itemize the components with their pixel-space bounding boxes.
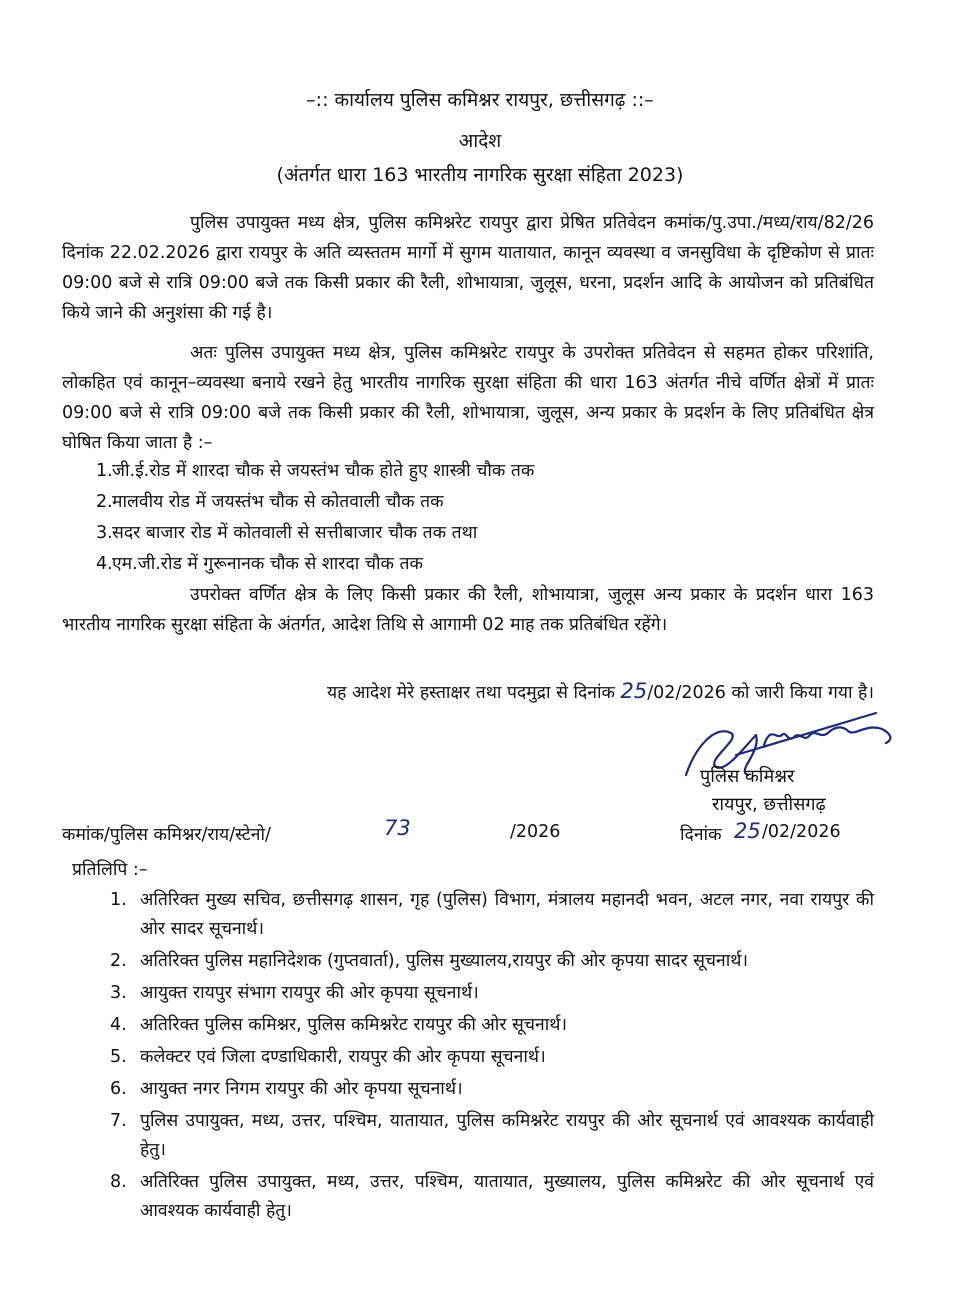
list-item-number: 1. — [110, 890, 127, 910]
list-item-text: मालवीय रोड में जयस्तंभ चौक से कोतवाली चौक तक — [112, 492, 444, 512]
reference-date-rest: /02/2026 — [762, 822, 841, 842]
list-item-number: 3. — [96, 523, 113, 543]
list-item-text: आयुक्त नगर निगम रायपुर की ओर कृपया सूचनार्थ। — [140, 1079, 463, 1099]
issue-date-handwritten-day: 25 — [620, 679, 648, 703]
reference-date-label: दिनांक — [680, 825, 722, 845]
list-item — [62, 518, 874, 549]
list-item-text: अतिरिक्त मुख्य सचिव, छत्तीसगढ़ शासन, गृह (पुलिस) विभाग, मंत्रालय महानदी भवन, अटल नगर, नवा रायपुर की ओर सादर सूचनार्थ। — [140, 890, 874, 939]
list-item-number: 8. — [110, 1172, 127, 1192]
issue-date-text-after: /02/2026 को जारी किया गया है। — [647, 683, 874, 703]
list-item-text: कलेक्टर एवं जिला दण्डाधिकारी, रायपुर की ओर कृपया सूचनार्थ। — [140, 1047, 546, 1067]
list-item — [72, 979, 874, 1008]
list-item — [72, 1107, 874, 1165]
list-item-number: 2. — [110, 951, 127, 971]
list-item-number: 4. — [110, 1015, 127, 1035]
list-item-text: अतिरिक्त पुलिस उपायुक्त, मध्य, उत्तर, पश्चिम, यातायात, मुख्यालय, पुलिस कमिश्नरेट की ओर सूचनार्थ एवं आवश्यक कार्यवाही हेतु। — [140, 1172, 874, 1221]
list-item — [72, 1168, 874, 1226]
order-title: आदेश — [458, 130, 502, 152]
office-heading: –:: कार्यालय पुलिस कमिश्नर रायपुर, छत्तीसगढ़ ::– — [306, 89, 654, 111]
list-item-number: 6. — [110, 1079, 127, 1099]
list-item-number: 3. — [110, 983, 127, 1003]
list-item — [72, 1011, 874, 1040]
list-item-text: जी.ई.रोड में शारदा चौक से जयस्तंभ चौक होते हुए शास्त्री चौक तक — [112, 461, 535, 481]
restricted-areas-list — [62, 456, 874, 580]
list-item-text: पुलिस उपायुक्त, मध्य, उत्तर, पश्चिम, यातायात, पुलिस कमिश्नरेट रायपुर की ओर सूचनार्थ एवं आवश्यक कार्यवाही हेतु। — [140, 1111, 874, 1160]
list-item-text: अतिरिक्त पुलिस कमिश्नर, पुलिस कमिश्नरेट रायपुर की ओर सूचनार्थ। — [140, 1015, 568, 1035]
list-item — [72, 1043, 874, 1072]
list-item-number: 5. — [110, 1047, 127, 1067]
list-item-number: 1. — [96, 461, 113, 481]
reference-year: /2026 — [510, 822, 561, 842]
list-item — [62, 456, 874, 487]
copy-to-title: प्रतिलिपि :– — [72, 860, 148, 880]
list-item-text: एम.जी.रोड में गुरूनानक चौक से शारदा चौक तक — [112, 554, 423, 574]
issue-date-text-before: यह आदेश मेरे हस्ताक्षर तथा पदमुद्रा से दिनांक — [327, 683, 621, 703]
reference-prefix: कमांक/पुलिस कमिश्नर/राय/स्टेनो/ — [62, 825, 271, 845]
list-item-number: 2. — [96, 492, 113, 512]
paragraph-declaration: अतः पुलिस उपायुक्त मध्य क्षेत्र, पुलिस कमिश्नरेट रायपुर के उपरोक्त प्रतिवेदन से सहमत होकर परिशांति, लोकहित एवं कानून–व्यवस्था बनाये रखने हेतु भारतीय नागरिक सुरक्षा संहिता की धारा 163 अंतर्गत नीचे वर्णित क्षेत्रों में प्रातः 09:00 बजे से रात्रि 09:00 बजे तक किसी प्रकार की रैली, शोभायात्रा, जुलूस, अन्य प्रकार के प्रदर्शन के लिए प्रतिबंधित क्षेत्र घोषित किया जाता है :– — [62, 343, 874, 453]
list-item — [62, 549, 874, 580]
list-item-number: 4. — [96, 554, 113, 574]
signatory-place: रायपुर, छत्तीसगढ़ — [712, 794, 826, 815]
paragraph-recommendation: पुलिस उपायुक्त मध्य क्षेत्र, पुलिस कमिश्नरेट रायपुर द्वारा प्रेषित प्रतिवेदन कमांक/पु.उपा./मध्य/राय/82/26 दिनांक 22.02.2026 द्वारा रायपुर के अति व्यस्ततम मार्गो में सुगम यातायात, कानून व्यवस्था व जनसुविधा के दृष्टिकोण से प्रातः 09:00 बजे से रात्रि 09:00 बजे तक किसी प्रकार की रैली, शोभायात्रा, जुलूस, धरना, प्रदर्शन आदि के आयोजन को प्रतिबंधित किये जाने की अनुशंसा की गई है। — [62, 213, 874, 323]
copy-to-list — [72, 886, 874, 1229]
list-item — [72, 947, 874, 976]
signatory-designation: पुलिस कमिश्नर — [700, 766, 795, 787]
list-item — [62, 487, 874, 518]
reference-handwritten-number: 73 — [384, 816, 411, 840]
list-item — [72, 886, 874, 944]
reference-handwritten-day: 25 — [734, 819, 761, 843]
section-reference-line: (अंतर्गत धारा 163 भारतीय नागरिक सुरक्षा संहिता 2023) — [276, 164, 684, 186]
reference-line — [62, 816, 874, 852]
list-item-number: 7. — [110, 1111, 127, 1131]
paragraph-issue-date — [62, 676, 874, 708]
list-item — [72, 1075, 874, 1104]
list-item-text: सदर बाजार रोड में कोतवाली से सत्तीबाजार चौक तक तथा — [112, 523, 478, 543]
list-item-text: अतिरिक्त पुलिस महानिदेशक (गुप्तवार्ता), पुलिस मुख्यालय,रायपुर की ओर कृपया सादर सूचनार्थ। — [140, 951, 749, 971]
list-item-text: आयुक्त रायपुर संभाग रायपुर की ओर कृपया सूचनार्थ। — [140, 983, 479, 1003]
paragraph-restriction-period: उपरोक्त वर्णित क्षेत्र के लिए किसी प्रकार की रैली, शोभायात्रा, जुलूस अन्य प्रकार के प्रदर्शन धारा 163 भारतीय नागरिक सुरक्षा संहिता के अंतर्गत, आदेश तिथि से आगामी 02 माह तक प्रतिबंधित रहेंगे। — [62, 585, 874, 635]
